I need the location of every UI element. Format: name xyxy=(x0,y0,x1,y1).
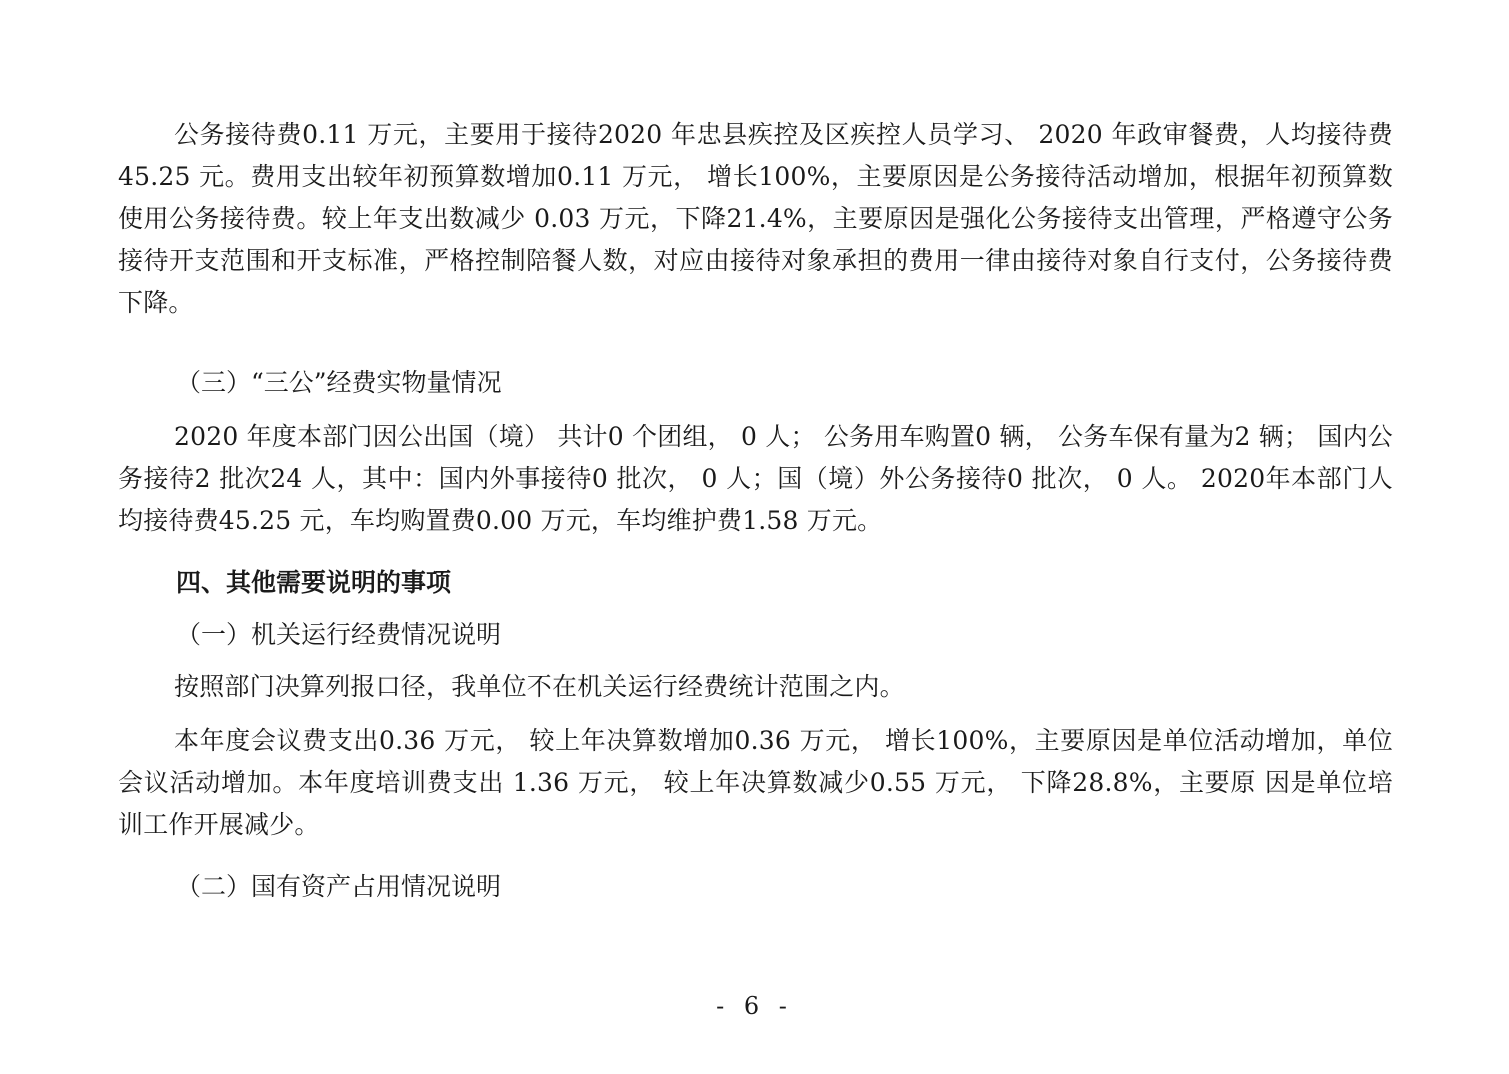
subheading-state-assets: （二）国有资产占用情况说明 xyxy=(176,872,502,901)
subheading-agency-operating-expense: （一）机关运行经费情况说明 xyxy=(176,620,502,649)
subheading-sangong-physical: （三）“三公”经费实物量情况 xyxy=(176,368,502,397)
paragraph-sangong-quantities: 2020 年度本部门因公出国（境） 共计0 个团组， 0 人； 公务用车购置0 辆， 公务车保有量为2 辆； 国内公务接待2 批次24 人，其中：国内外事接待0 批次， 0 人；国（境）外公务接待0 批次， 0 人。 2020年本部门人均接待费45.25 元，车均购置费0.00 万元，车均维护费1.58 万元。 xyxy=(118,422,1393,535)
paragraph-meeting-training-expense: 本年度会议费支出0.36 万元， 较上年决算数增加0.36 万元， 增长100%，主要原因是单位活动增加，单位会议活动增加。本年度培训费支出 1.36 万元， 较上年决算数减少0.55 万元， 下降28.8%，主要原 因是单位培训工作开展减少。 xyxy=(118,726,1393,839)
section-heading-other-matters: 四、其他需要说明的事项 xyxy=(176,568,452,597)
page-number: - 6 - xyxy=(716,992,793,1020)
paragraph-reception-expense: 公务接待费0.11 万元，主要用于接待2020 年忠县疾控及区疾控人员学习、 2020 年政审餐费，人均接待费45.25 元。费用支出较年初预算数增加0.11 万元， 增长100%，主要原因是公务接待活动增加，根据年初预算数使用公务接待费。较上年支出数减少 0.03 万元，下降21.4%，主要原因是强化公务接待支出管理，严格遵守公务接待开支范围和开支标准，严格控制陪餐人数，对应由接待对象承担的费用一律由接待对象自行支付，公务接待费下降。 xyxy=(118,120,1393,317)
paragraph-agency-operating-scope: 按照部门决算列报口径，我单位不在机关运行经费统计范围之内。 xyxy=(174,672,905,701)
